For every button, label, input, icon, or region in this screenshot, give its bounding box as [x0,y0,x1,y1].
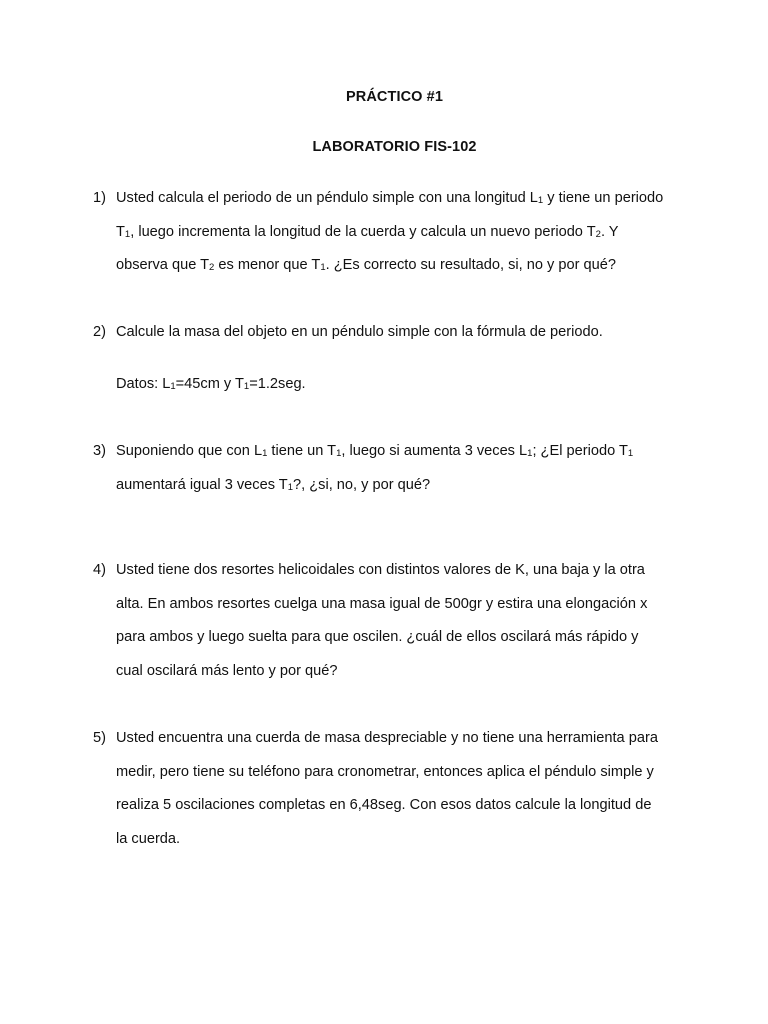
question-data-line: Datos: $L_1=45cm$ y $T_1=1.2seg$. [116,376,306,392]
question-number: 3) [93,443,106,459]
document-title: PRÁCTICO #1 [346,89,443,105]
question-line: la cuerda. [116,831,181,847]
question-line: Calcule la masa del objeto en un péndulo simple con la fórmula de periodo. [116,324,603,340]
question-number: 1) [93,190,106,206]
question-line: Usted tiene dos resortes helicoidales con distintos valores de K, una baja y la otra [116,562,645,578]
question-number: 5) [93,730,106,746]
question-line: Usted calcula el periodo de un péndulo simple con una longitud $L_1$ y tiene un periodo [116,190,664,206]
question-line: observa que $T_2$ es menor que $T_1$. ¿Es correcto su resultado, si, no y por qué? [116,257,617,273]
question-line: Suponiendo que con $L_1$ tiene un $T_1$, luego si aumenta 3 veces $L_1$; ¿El periodo $T_1$ [116,443,634,459]
question-line: para ambos y luego suelta para que oscilen. ¿cuál de ellos oscilará más rápido y [116,629,639,645]
question-line: alta. En ambos resortes cuelga una masa igual de 500gr y estira una elongación x [116,596,648,612]
question-line: Usted encuentra una cuerda de masa despreciable y no tiene una herramienta para [116,730,658,746]
question-line: medir, pero tiene su teléfono para cronometrar, entonces aplica el péndulo simple y [116,764,654,780]
question-line: cual oscilará más lento y por qué? [116,663,338,679]
question-line: $T_1$, luego incrementa la longitud de la cuerda y calcula un nuevo periodo $T_2$. Y [116,224,619,240]
question-number: 2) [93,324,106,340]
question-line: realiza 5 oscilaciones completas en 6,48seg. Con esos datos calcule la longitud de [116,797,652,813]
question-line: aumentará igual 3 veces $T_1$?, ¿si, no, y por qué? [116,477,431,493]
question-number: 4) [93,562,106,578]
document-subtitle: LABORATORIO FIS-102 [312,139,477,155]
